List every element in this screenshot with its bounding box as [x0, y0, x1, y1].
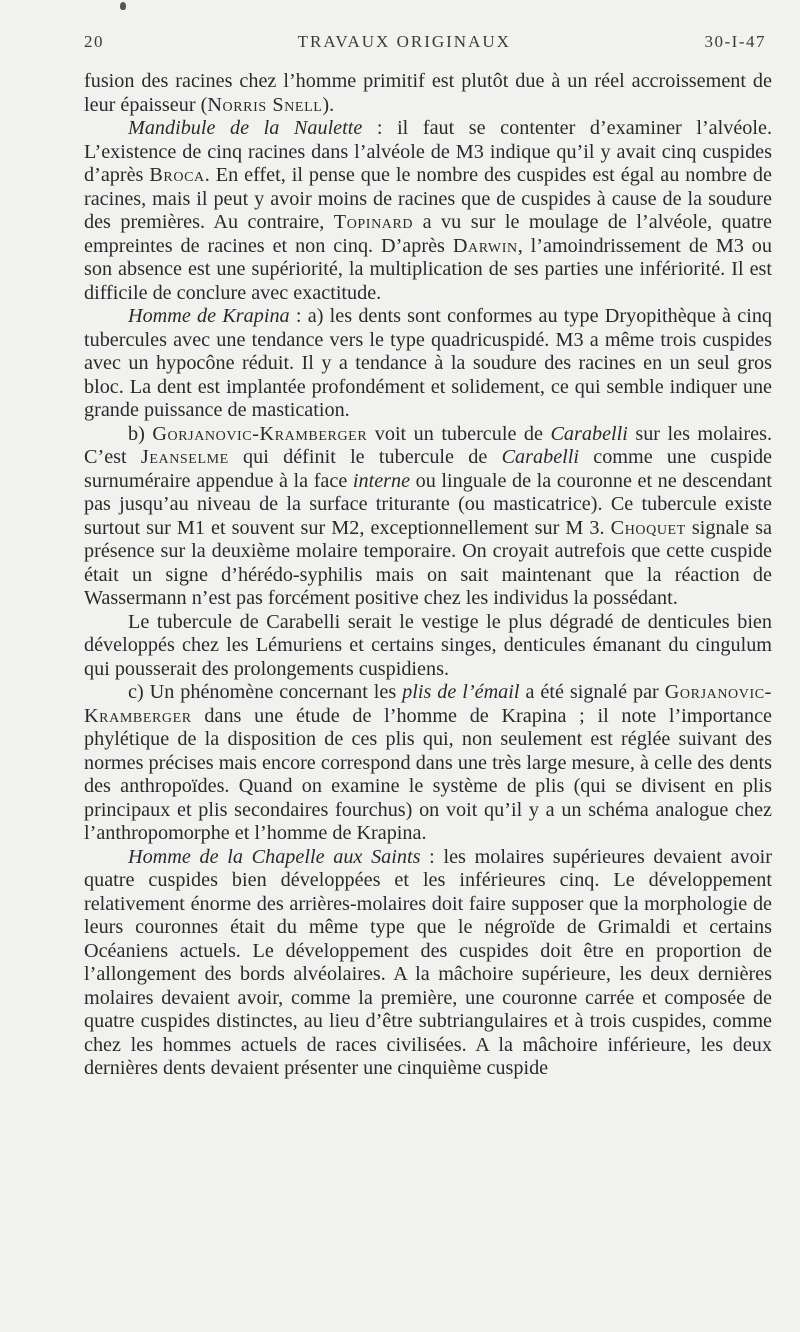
- text-run: c) Un phénomène concernant les: [128, 681, 403, 703]
- text-run: ).: [322, 93, 335, 116]
- author-name: Jeanselme: [140, 446, 229, 468]
- paragraph-4: [84, 423, 772, 611]
- text-run: dans une étude de l’homme de Krapina ; il note l’importance phylétique de la disposition de ces plis qui, non seulement est réglée suivant des normes précises mais encore correspond dans une très large mesure, à celle des dents des anthropoïdes. Quand on examine le système de plis (qui se divisent en plis principaux et plis secondaires fourchus) on voit qu’il y a un schéma analogue chez l’anthropomorphe et l’homme de Krapina.: [84, 704, 772, 844]
- author-name: Choquet: [610, 516, 686, 539]
- text-run: : il faut se contenter d’examiner l’alvéole. L’existence de cinq racines dans l’alvéole de M3 indique qu’il y avait cinq cuspides d’après: [84, 117, 772, 186]
- paragraph-5: [84, 611, 772, 682]
- italic-term: Mandibule de la Naulette: [128, 117, 363, 139]
- paragraph-2: [84, 117, 772, 305]
- text-run: a été signalé par: [519, 681, 665, 703]
- text-run: : les molaires supérieures devaient avoir quatre cuspides bien développées et les inférieures cinq. Le développement relativement énorme des arrières-molaires doit faire supposer que la morphologie de leurs couronnes était du même type que le négroïde de Grimaldi et certains Océaniens actuels. Le développement des cuspides doit être en proportion de l’allongement des bords alvéolaires. A la mâchoire supérieure, les deux dernières molaires devaient avoir, comme la première, une couronne carrée et composée de quatre cuspides distinctes, au lieu d’être subtriangulaires et à trois cuspides, comme chez les hommes actuels de races civilisées. A la mâchoire inférieure, les deux dernières dents devaient présenter une cinquième cuspide: [84, 845, 772, 1079]
- text-run: Le tubercule de Carabelli serait le vestige le plus dégradé de denticules bien développés chez les Lémuriens et certains singes, denticules émanant du cingulum qui pousserait des prolongements cuspidiens.: [84, 610, 772, 680]
- italic-term: Carabelli: [550, 422, 628, 445]
- paragraph-6: [84, 681, 772, 846]
- body-text: [84, 70, 772, 1081]
- paragraph-1: [84, 70, 772, 117]
- author-name: Topinard: [333, 211, 414, 233]
- italic-term: Homme de la Chapelle aux Saints: [128, 845, 421, 868]
- italic-term: plis de l’émail: [402, 681, 520, 703]
- author-name: Broca: [149, 164, 205, 186]
- running-header: [84, 32, 766, 52]
- text-run: b): [128, 422, 153, 445]
- text-run: ou linguale de la couronne et ne descendant pas jusqu’au niveau de la surface triturante (ou masticatrice). Ce tubercule existe surtout sur M1 et souvent sur M2, exceptionnellement sur M 3.: [84, 469, 772, 539]
- author-name: Gorjanovic-Kramberger: [84, 681, 772, 727]
- text-run: voit un tubercule de: [367, 422, 551, 445]
- paragraph-3: [84, 305, 772, 423]
- text-run: a vu sur le moulage de l’alvéole, quatre empreintes de racines et non cinq. D’après: [84, 211, 772, 257]
- author-name: Gorjanovic-Kramberger: [152, 422, 368, 445]
- page-number: 20: [84, 32, 104, 51]
- italic-term: interne: [352, 469, 411, 492]
- text-run: comme une cuspide surnuméraire appendue à la face: [84, 446, 773, 492]
- issue-date: 30-I-47: [704, 32, 766, 51]
- text-run: : a) les dents sont conformes au type Dryopithèque à cinq tubercules avec une tendance vers le type quadricuspidé. M3 a même trois cuspides avec un hypocône réduit. Il y a tendance à la soudure des racines en un seul gros bloc. La dent est implantée profondément et solidement, ce qui semble indiquer une grande puissance de mastication.: [84, 305, 773, 421]
- author-name: Darwin: [452, 234, 518, 257]
- text-run: qui définit le tubercule de: [228, 446, 502, 468]
- italic-term: Carabelli: [501, 446, 579, 468]
- author-name: Norris Snell: [207, 93, 323, 116]
- running-title: TRAVAUX ORIGINAUX: [297, 32, 511, 51]
- paragraph-7: [84, 846, 772, 1081]
- text-run: , l’amoindrissement de M3 ou son absence est une supériorité, la multiplication de ses parties une infériorité. Il est difficile de conclure avec exactitude.: [84, 234, 772, 304]
- text-run: sur les molaires. C’est: [84, 422, 772, 468]
- italic-term: Homme de Krapina: [128, 305, 290, 327]
- text-run: . En effet, il pense que le nombre des cuspides est égal au nombre de racines, mais il peut y avoir moins de racines que de cuspides à cause de la soudure des premières. Au contraire,: [84, 164, 772, 233]
- text-run: signale sa présence sur la deuxième molaire temporaire. On croyait autrefois que cette cuspide était un signe d’hérédo-syphilis mais on sait maintenant que la réaction de Wassermann n’est pas forcément positive chez les individus la possédant.: [84, 516, 772, 609]
- text-run: fusion des racines chez l’homme primitif est plutôt due à un réel accroissement de leur épaisseur (: [84, 70, 772, 116]
- ink-spot-mark: [120, 2, 126, 10]
